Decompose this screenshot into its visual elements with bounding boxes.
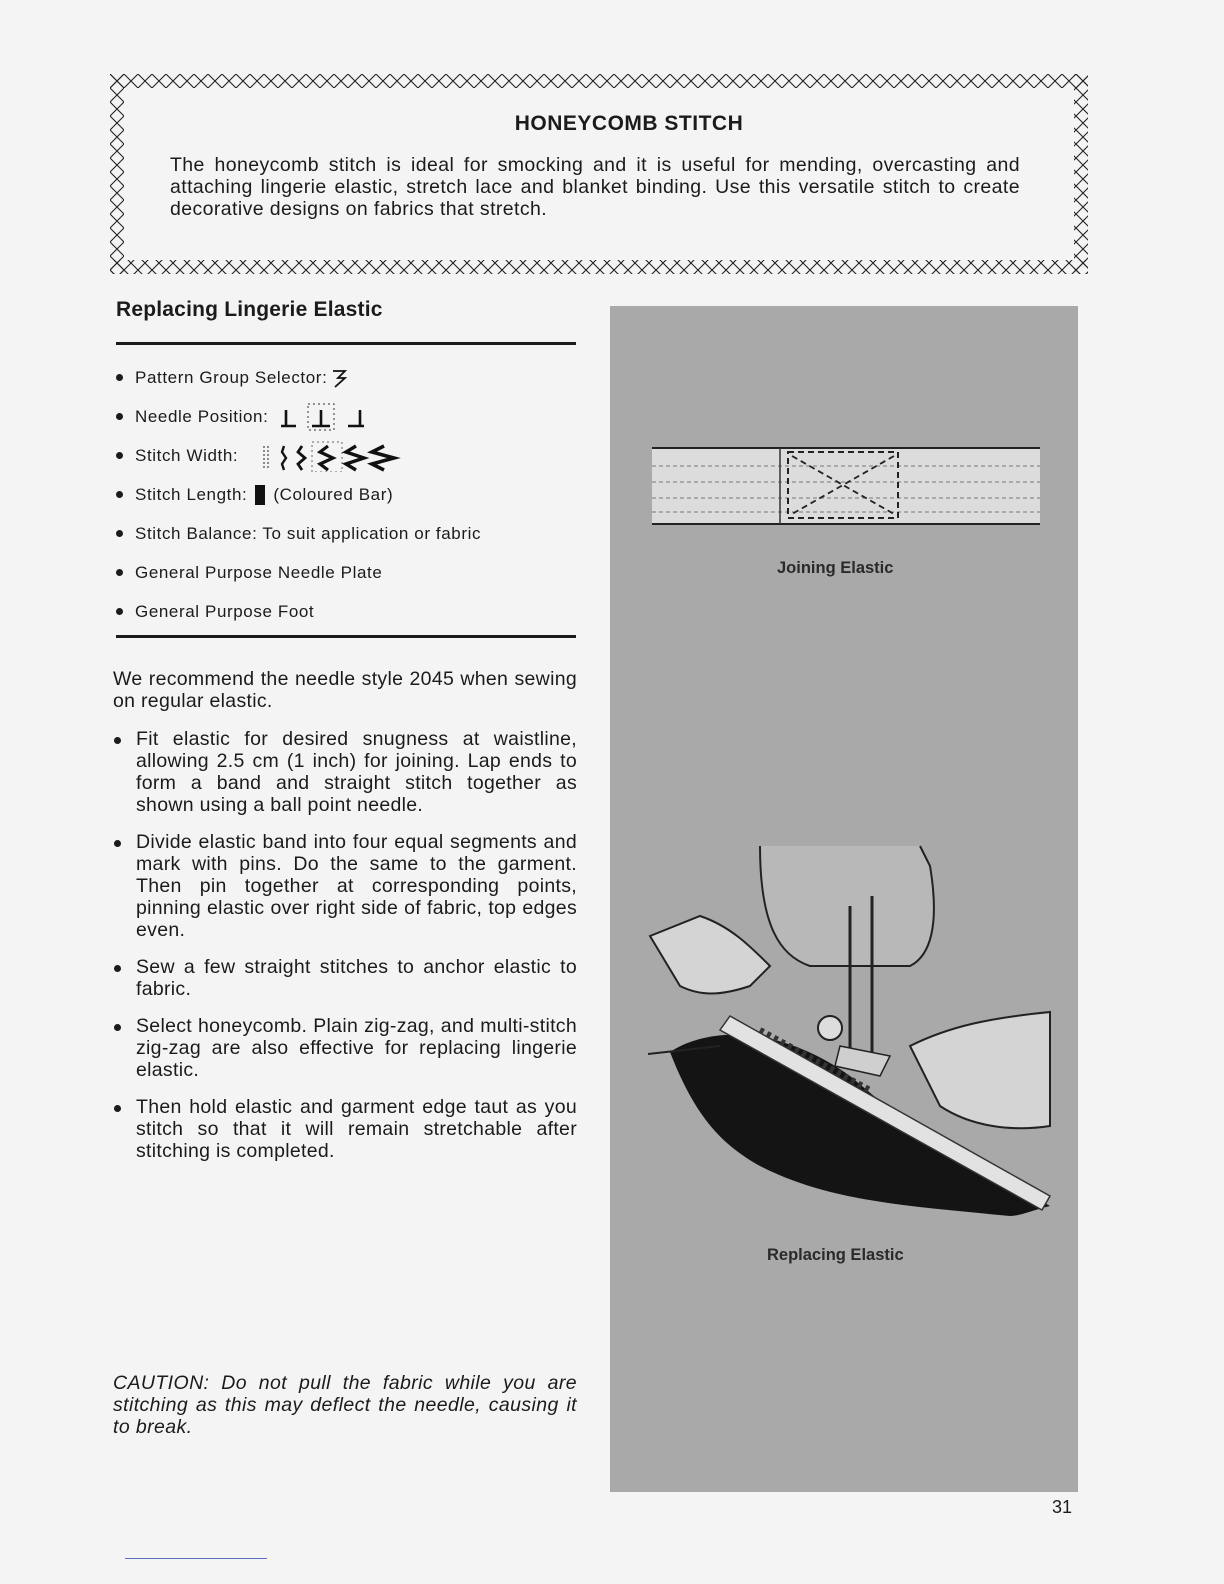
box-text: The honeycomb stitch is ideal for smocking and it is useful for mending, overcasting and attaching lingerie elastic, stretch lace and blanket binding. Use this versatile stitch to create decorative designs on fabrics that stretch. (170, 154, 1020, 220)
illustration-panel (610, 306, 1078, 1492)
divider-top (116, 342, 576, 345)
footer-line (125, 1558, 267, 1559)
setting-label: Stitch Length: (135, 484, 248, 504)
pattern-3-icon (331, 367, 347, 389)
setting-foot (116, 592, 586, 631)
box-title: HONEYCOMB STITCH (514, 112, 744, 135)
bullet-icon (116, 413, 123, 420)
bullet-icon (116, 608, 123, 615)
section-title: Replacing Lingerie Elastic (116, 298, 383, 321)
step-text: Fit elastic for desired snugness at waistline, allowing 2.5 cm (1 inch) for joining. Lap ends to form a band and straight stitch together as shown using a ball point needle. (136, 728, 577, 816)
bullet-icon (114, 840, 121, 847)
step-item (113, 1015, 577, 1081)
pattern-group-symbol (331, 367, 347, 389)
needle-position-icon (278, 402, 374, 432)
step-item (113, 1096, 577, 1162)
caption-replacing-elastic: Replacing Elastic (767, 1246, 904, 1264)
step-text: Then hold elastic and garment edge taut as you stitch so that it will remain stretchable after stitching is completed. (136, 1096, 577, 1162)
setting-label: Stitch Width: (135, 445, 239, 465)
bullet-icon (114, 1024, 121, 1031)
bullet-icon (114, 965, 121, 972)
intro-paragraph: We recommend the needle style 2045 when sewing on regular elastic. (113, 668, 577, 712)
setting-label: General Purpose Needle Plate (135, 562, 383, 582)
stitch-width-icon (260, 440, 420, 472)
honeycomb-info-box (110, 74, 1088, 274)
setting-stitch-length (116, 475, 586, 514)
divider-bottom (116, 635, 576, 638)
setting-needle-position (116, 397, 586, 436)
setting-pattern-group (116, 358, 586, 397)
page-number: 31 (1052, 1497, 1073, 1517)
step-item (113, 831, 577, 941)
caution-note: CAUTION: Do not pull the fabric while you are stitching as this may deflect the needle, causing it to break. (113, 1372, 577, 1438)
bullet-icon (116, 530, 123, 537)
step-item (113, 956, 577, 1000)
setting-suffix: (Coloured Bar) (273, 484, 394, 504)
bullet-icon (116, 569, 123, 576)
setting-stitch-width (116, 436, 586, 475)
setting-label: Stitch Balance: To suit application or fabric (135, 523, 482, 543)
setting-label: General Purpose Foot (135, 601, 315, 621)
step-item (113, 728, 577, 816)
caption-joining-elastic: Joining Elastic (777, 559, 894, 577)
step-text: Select honeycomb. Plain zig-zag, and multi-stitch zig-zag are also effective for replacing lingerie elastic. (136, 1015, 577, 1081)
setting-needle-plate (116, 553, 586, 592)
setting-stitch-balance (116, 514, 586, 553)
bullet-icon (116, 491, 123, 498)
bullet-icon (116, 374, 123, 381)
coloured-bar-icon (255, 485, 265, 505)
step-text: Divide elastic band into four equal segments and mark with pins. Do the same to the garment. Then pin together at corresponding points, pinning elastic over right side of fabric, top edges even. (136, 831, 577, 941)
bullet-icon (116, 452, 123, 459)
bullet-icon (114, 1105, 121, 1112)
instruction-steps (113, 728, 577, 1177)
setting-label: Needle Position: (135, 406, 269, 426)
settings-list (116, 358, 586, 631)
replacing-elastic-drawing (648, 846, 1050, 1216)
bullet-icon (114, 737, 121, 744)
sewing-illustration (610, 306, 1078, 1492)
step-text: Sew a few straight stitches to anchor elastic to fabric. (136, 956, 577, 1000)
joining-elastic-drawing (652, 448, 1040, 524)
setting-label: Pattern Group Selector: (135, 367, 328, 387)
